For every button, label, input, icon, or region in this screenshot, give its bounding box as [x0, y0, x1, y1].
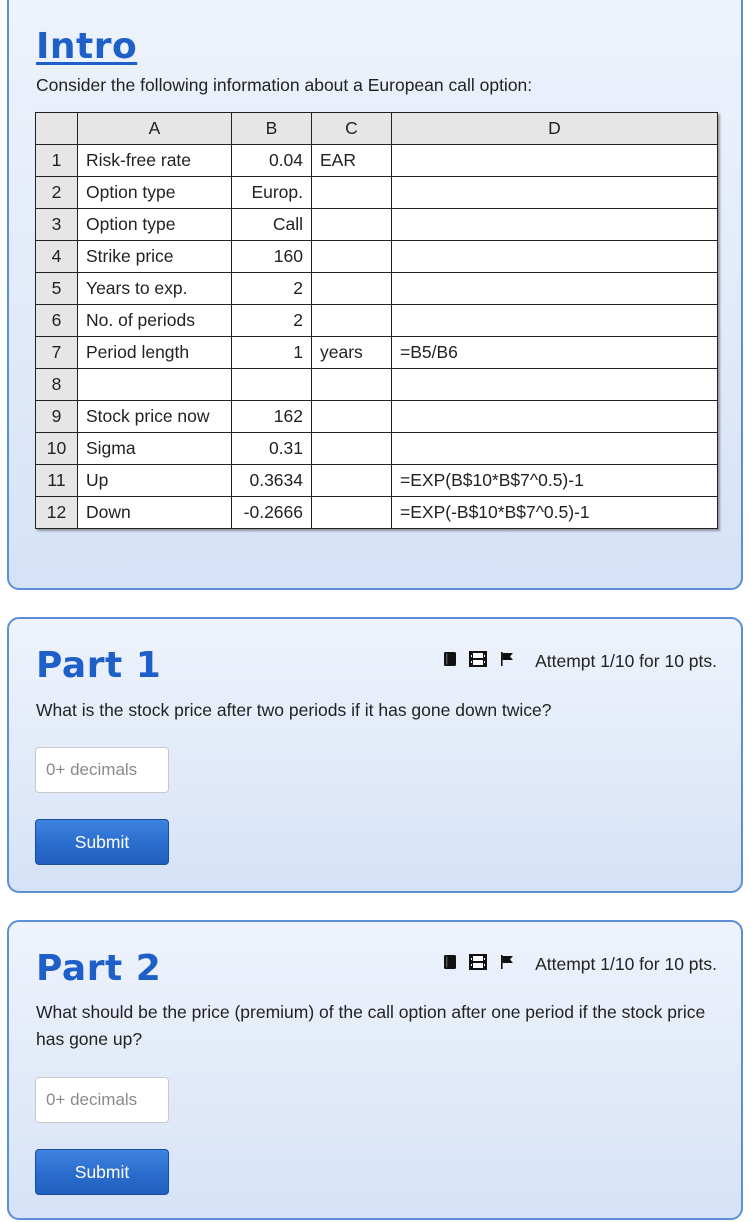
- part1-title: Part 1: [36, 645, 162, 686]
- cell-unit: [312, 369, 392, 401]
- row-number: 6: [36, 305, 78, 337]
- part1-question: What is the stock price after two periods if it has gone down twice?: [36, 700, 552, 720]
- cell-value: 1: [232, 337, 312, 369]
- cell-value: Call: [232, 209, 312, 241]
- cell-value: 162: [232, 401, 312, 433]
- cell-unit: [312, 497, 392, 529]
- intro-text: Consider the following information about a European call option:: [36, 75, 533, 95]
- row-number: 3: [36, 209, 78, 241]
- cell-value: 0.04: [232, 145, 312, 177]
- cell-formula: =EXP(B$10*B$7^0.5)-1: [392, 465, 718, 497]
- cell-label: Down: [78, 497, 232, 529]
- cell-label: [78, 369, 232, 401]
- part1-card: [7, 617, 743, 893]
- cell-label: Years to exp.: [78, 273, 232, 305]
- cell-value: -0.2666: [232, 497, 312, 529]
- row-number: 7: [36, 337, 78, 369]
- row-number: 11: [36, 465, 78, 497]
- answer-input[interactable]: [35, 1077, 169, 1123]
- cell-formula: [392, 273, 718, 305]
- cell-unit: [312, 273, 392, 305]
- submit-button[interactable]: Submit: [35, 819, 169, 865]
- cell-unit: [312, 433, 392, 465]
- corner-cell: [36, 113, 78, 145]
- cell-label: Stock price now: [78, 401, 232, 433]
- cell-label: Up: [78, 465, 232, 497]
- part2-card: [7, 920, 743, 1220]
- sheet-row: [36, 305, 718, 337]
- cell-label: Option type: [78, 177, 232, 209]
- cell-formula: =B5/B6: [392, 337, 718, 369]
- cell-formula: [392, 209, 718, 241]
- column-header: B: [232, 113, 312, 145]
- column-header: D: [392, 113, 718, 145]
- part2-title: Part 2: [36, 948, 162, 989]
- cell-unit: [312, 241, 392, 273]
- cell-formula: [392, 145, 718, 177]
- cell-value: 0.3634: [232, 465, 312, 497]
- cell-unit: [312, 305, 392, 337]
- cell-formula: =EXP(-B$10*B$7^0.5)-1: [392, 497, 718, 529]
- cell-unit: [312, 401, 392, 433]
- sheet-row: [36, 337, 718, 369]
- cell-formula: [392, 369, 718, 401]
- cell-value: 0.31: [232, 433, 312, 465]
- column-header: C: [312, 113, 392, 145]
- row-number: 1: [36, 145, 78, 177]
- cell-formula: [392, 305, 718, 337]
- row-number: 5: [36, 273, 78, 305]
- cell-unit: EAR: [312, 145, 392, 177]
- cell-value: 2: [232, 273, 312, 305]
- cell-label: Option type: [78, 209, 232, 241]
- sheet-row: [36, 177, 718, 209]
- sheet-row: [36, 497, 718, 529]
- cell-unit: [312, 177, 392, 209]
- cell-value: 2: [232, 305, 312, 337]
- cell-label: Strike price: [78, 241, 232, 273]
- cell-formula: [392, 401, 718, 433]
- intro-title: Intro: [36, 26, 138, 67]
- sheet-row: [36, 433, 718, 465]
- sheet-row: [36, 369, 718, 401]
- cell-unit: [312, 209, 392, 241]
- sheet-header-row: [36, 113, 718, 145]
- part2-question: What should be the price (premium) of the call option after one period if the stock price has gone up?: [36, 1002, 706, 1049]
- cell-label: Risk-free rate: [78, 145, 232, 177]
- cell-label: Sigma: [78, 433, 232, 465]
- book-icon[interactable]: [443, 651, 457, 672]
- intro-card: [7, 0, 743, 590]
- sheet-row: [36, 273, 718, 305]
- submit-button[interactable]: Submit: [35, 1149, 169, 1195]
- sheet-row: [36, 465, 718, 497]
- sheet-row: [36, 401, 718, 433]
- attempt-label: Attempt 1/10 for 10 pts.: [535, 954, 717, 974]
- spreadsheet-table: [35, 112, 718, 529]
- row-number: 4: [36, 241, 78, 273]
- cell-value: 160: [232, 241, 312, 273]
- cell-formula: [392, 433, 718, 465]
- cell-formula: [392, 241, 718, 273]
- cell-label: Period length: [78, 337, 232, 369]
- row-number: 10: [36, 433, 78, 465]
- flag-icon[interactable]: [499, 954, 515, 975]
- cell-label: No. of periods: [78, 305, 232, 337]
- answer-input[interactable]: [35, 747, 169, 793]
- cell-value: Europ.: [232, 177, 312, 209]
- sheet-row: [36, 241, 718, 273]
- book-icon[interactable]: [443, 954, 457, 975]
- sheet-row: [36, 209, 718, 241]
- part1-meta: [443, 651, 717, 672]
- cell-value: [232, 369, 312, 401]
- column-header: A: [78, 113, 232, 145]
- cell-unit: years: [312, 337, 392, 369]
- film-icon[interactable]: [469, 651, 487, 672]
- sheet-row: [36, 145, 718, 177]
- cell-formula: [392, 177, 718, 209]
- row-number: 8: [36, 369, 78, 401]
- film-icon[interactable]: [469, 954, 487, 975]
- part2-meta: [443, 954, 717, 975]
- attempt-label: Attempt 1/10 for 10 pts.: [535, 651, 717, 671]
- row-number: 12: [36, 497, 78, 529]
- cell-unit: [312, 465, 392, 497]
- flag-icon[interactable]: [499, 651, 515, 672]
- row-number: 2: [36, 177, 78, 209]
- row-number: 9: [36, 401, 78, 433]
